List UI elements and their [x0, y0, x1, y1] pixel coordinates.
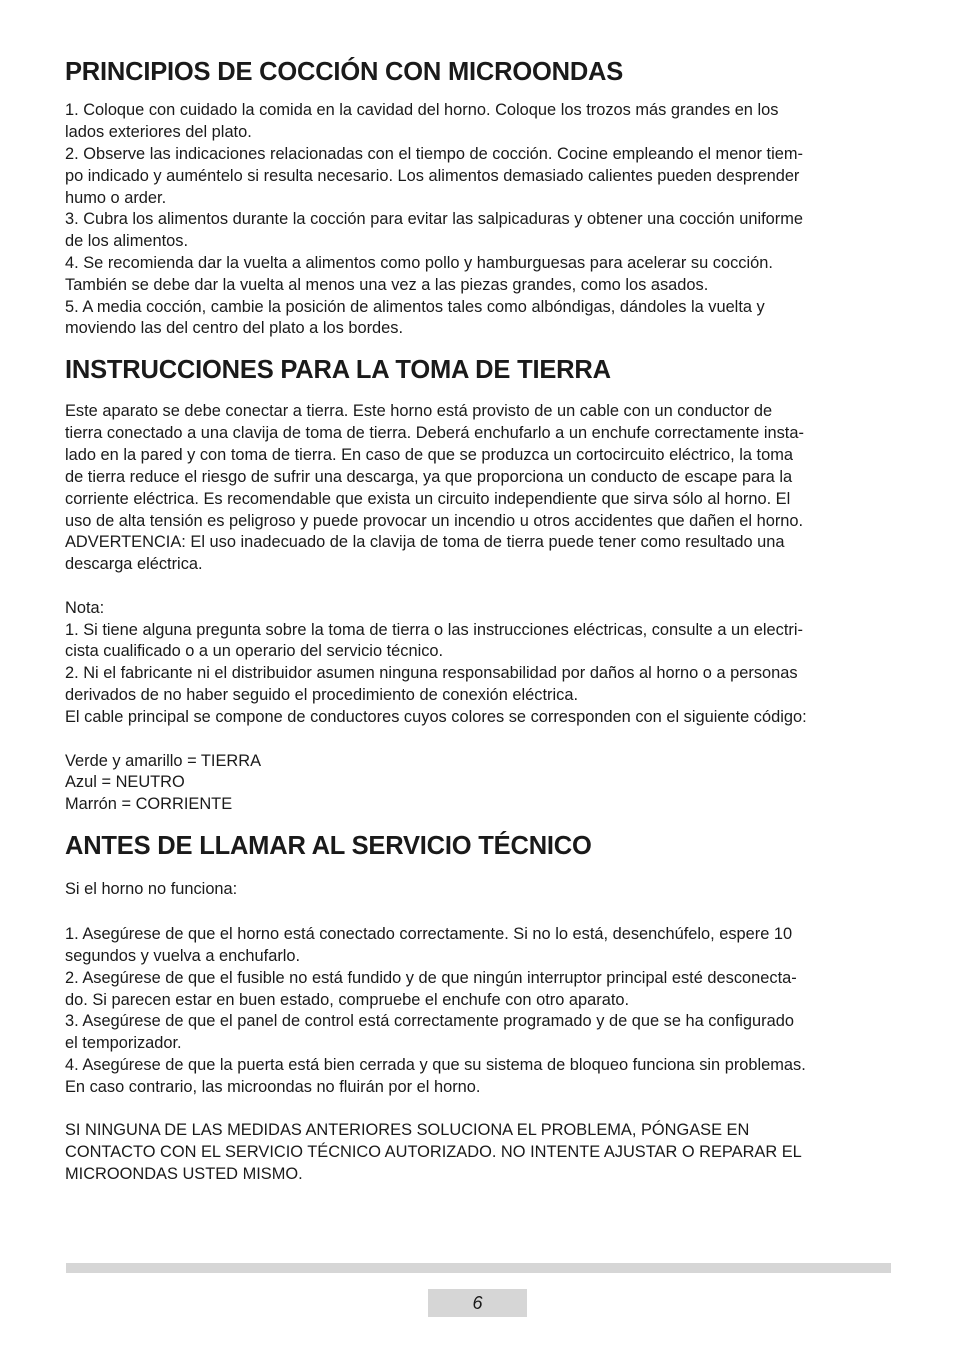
service-step-line: segundos y vuelva a enchufarlo.: [65, 947, 301, 965]
service-step-line: 4. Asegúrese de que la puerta está bien cerrada y que su sistema de bloqueo funciona sin problemas.: [65, 1056, 806, 1074]
service-warning-line: CONTACTO CON EL SERVICIO TÉCNICO AUTORIZADO. NO INTENTE AJUSTAR O REPARAR EL: [65, 1143, 802, 1161]
section-heading-before-calling-service: ANTES DE LLAMAR AL SERVICIO TÉCNICO: [65, 832, 592, 860]
cooking-principles-line: 4. Se recomienda dar la vuelta a alimentos como pollo y hamburguesas para acelerar su cocción.: [65, 254, 773, 272]
wire-color-code: Verde y amarillo = TIERRA: [65, 752, 262, 770]
section-heading-grounding-instructions: INSTRUCCIONES PARA LA TOMA DE TIERRA: [65, 356, 611, 384]
cooking-principles-line: lados exteriores del plato.: [65, 123, 252, 141]
grounding-line: corriente eléctrica. Es recomendable que exista un circuito independiente que sirva sólo al horno. El: [65, 490, 791, 508]
cooking-principles-line: 1. Coloque con cuidado la comida en la cavidad del horno. Coloque los trozos más grandes en los: [65, 101, 779, 119]
service-step-line: 2. Asegúrese de que el fusible no está fundido y de que ningún interruptor principal esté desconecta-: [65, 969, 797, 987]
cooking-principles-line: po indicado y auméntelo si resulta necesario. Los alimentos demasiado calientes pueden desprender: [65, 167, 800, 185]
grounding-line: de tierra reduce el riesgo de sufrir una descarga, ya que proporciona un conducto de escape para la: [65, 468, 793, 486]
cooking-principles-line: 2. Observe las indicaciones relacionadas con el tiempo de cocción. Cocine empleando el menor tiem-: [65, 145, 803, 163]
grounding-line: uso de alta tensión es peligroso y puede provocar un incendio u otros accidentes que dañen el horno.: [65, 512, 804, 530]
wire-color-code: Marrón = CORRIENTE: [65, 795, 233, 813]
cooking-principles-line: moviendo las del centro del plato a los bordes.: [65, 319, 404, 337]
cooking-principles-line: 5. A media cocción, cambie la posición de alimentos tales como albóndigas, dándoles la vuelta y: [65, 298, 765, 316]
page-number: 6: [428, 1289, 527, 1317]
section-heading-cooking-principles: PRINCIPIOS DE COCCIÓN CON MICROONDAS: [65, 58, 624, 86]
note-line: 2. Ni el fabricante ni el distribuidor asumen ninguna responsabilidad por daños al horno o a personas: [65, 664, 798, 682]
grounding-line: lado en la pared y con toma de tierra. En caso de que se produzca un cortocircuito eléctrico, la toma: [65, 446, 793, 464]
service-warning-line: SI NINGUNA DE LAS MEDIDAS ANTERIORES SOLUCIONA EL PROBLEMA, PÓNGASE EN: [65, 1121, 750, 1139]
footer-divider: [66, 1263, 891, 1273]
service-step-line: 1. Asegúrese de que el horno está conectado correctamente. Si no lo está, desenchúfelo, espere 10: [65, 925, 793, 943]
grounding-line: descarga eléctrica.: [65, 555, 203, 573]
grounding-line: tierra conectado a una clavija de toma de tierra. Deberá enchufarlo a un enchufe correctamente insta-: [65, 424, 804, 442]
note-line: 1. Si tiene alguna pregunta sobre la toma de tierra o las instrucciones eléctricas, consulte a un electri-: [65, 621, 803, 639]
cooking-principles-line: humo o arder.: [65, 189, 167, 207]
cooking-principles-line: de los alimentos.: [65, 232, 188, 250]
note-line: derivados de no haber seguido el procedimiento de conexión eléctrica.: [65, 686, 578, 704]
cooking-principles-line: También se debe dar la vuelta al menos una vez a las piezas grandes, como los asados.: [65, 276, 709, 294]
grounding-line: Este aparato se debe conectar a tierra. Este horno está provisto de un cable con un conductor de: [65, 402, 773, 420]
service-intro-line: Si el horno no funciona:: [65, 880, 238, 898]
note-line: cista cualificado o a un operario del servicio técnico.: [65, 642, 444, 660]
service-warning-line: MICROONDAS USTED MISMO.: [65, 1165, 303, 1183]
grounding-warning-line: ADVERTENCIA: El uso inadecuado de la clavija de toma de tierra puede tener como resultado una: [65, 533, 785, 551]
service-step-line: do. Si parecen estar en buen estado, compruebe el enchufe con otro aparato.: [65, 991, 630, 1009]
note-label: Nota:: [65, 599, 105, 617]
service-step-line: En caso contrario, las microondas no fluirán por el horno.: [65, 1078, 481, 1096]
service-step-line: 3. Asegúrese de que el panel de control está correctamente programado y de que se ha configurado: [65, 1012, 794, 1030]
wire-color-code: Azul = NEUTRO: [65, 773, 185, 791]
note-line: El cable principal se compone de conductores cuyos colores se corresponden con el siguiente código:: [65, 708, 807, 726]
cooking-principles-line: 3. Cubra los alimentos durante la cocción para evitar las salpicaduras y obtener una cocción uniforme: [65, 210, 803, 228]
service-step-line: el temporizador.: [65, 1034, 182, 1052]
